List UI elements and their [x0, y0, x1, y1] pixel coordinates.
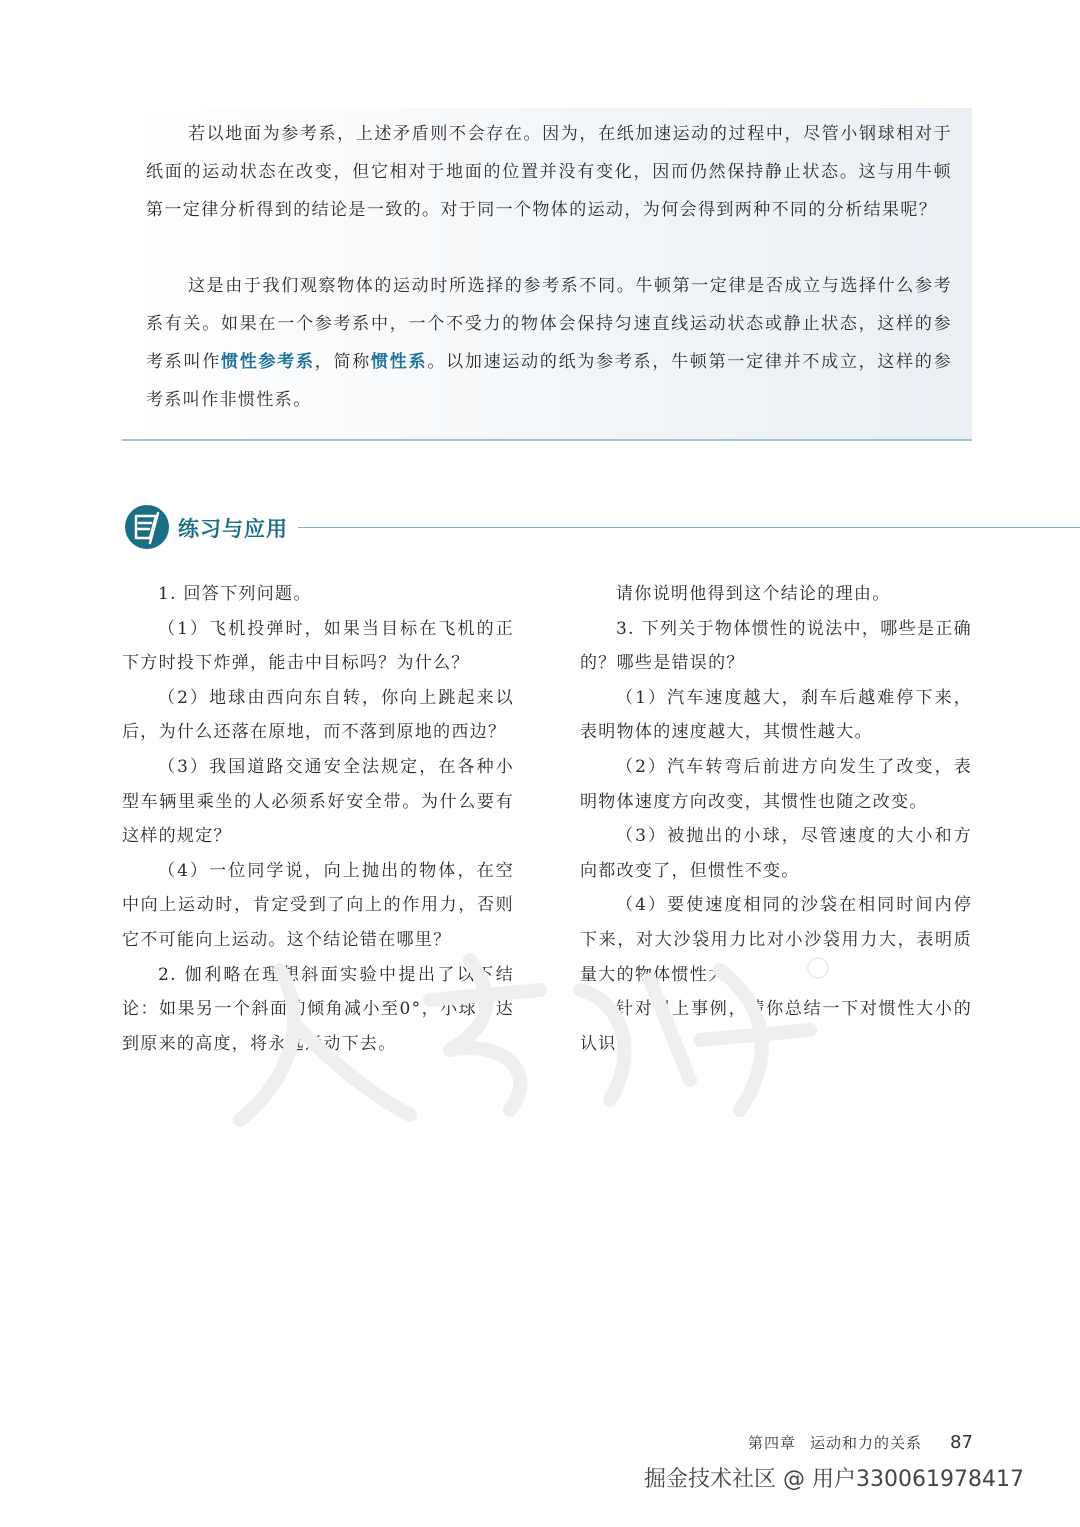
term-inertial-reference-frame: 惯性参考系 — [221, 352, 315, 372]
exercise-1-part-4: （4）一位同学说，向上抛出的物体，在空中向上运动时，肯定受到了向上的作用力，否则它不可能向上运动。这个结论错在哪里？ — [122, 860, 514, 950]
explanation-paragraph-2 — [146, 267, 952, 419]
explanation-box — [122, 108, 972, 441]
term-inertial-frame: 惯性系 — [371, 352, 428, 372]
section-title: 练习与应用 — [178, 517, 288, 541]
exercise-1-part-3: （3）我国道路交通安全法规定，在各种小型车辆里乘坐的人必须系好安全带。为什么要有这样的规定？ — [122, 756, 514, 847]
page-footer — [748, 1432, 922, 1453]
exercise-2-text: 2. 伽利略在理想斜面实验中提出了以下结论：如果另一个斜面的倾角减小至0°，小球为达到原来的高度，将永远运动下去。 — [122, 964, 514, 1054]
exercise-3-summary: 针对以上事例，请你总结一下对惯性大小的认识。 — [580, 999, 972, 1054]
page-number: 87 — [950, 1432, 973, 1453]
explanation-paragraph-1: 若以地面为参考系，上述矛盾则不会存在。因为，在纸加速运动的过程中，尽管小钢球相对于纸面的运动状态在改变，但它相对于地面的位置并没有变化，因而仍然保持静止状态。这与用牛顿第一定律分析得到的结论是一致的。对于同一个物体的运动，为何会得到两种不同的分析结果呢？ — [146, 124, 952, 220]
paragraph-text: 这是由于我们观察物体的运动时所选择的参考系不同。牛顿第一定律是否成立与选择什么参考系有关。如果在一个参考系中，一个不受力的物体会保持匀速直线运动状态或静止状态，这样的参考系叫作 — [146, 276, 952, 372]
exercise-1-part-1: （1）飞机投弹时，如果当目标在飞机的正下方时投下炸弹，能击中目标吗？为什么？ — [122, 618, 514, 674]
paragraph-text: ，简称 — [314, 352, 372, 372]
section-divider — [298, 527, 1080, 528]
footer-chapter: 第四章 — [748, 1434, 797, 1452]
exercise-2-continuation: 请你说明他得到这个结论的理由。 — [616, 584, 891, 604]
paragraph-text: 。以加速运动的纸为参考系，牛顿第一定律并不成立，这样的参考系叫作非惯性系。 — [146, 352, 953, 410]
publisher-watermark — [220, 930, 860, 1130]
exercise-section-icon — [124, 504, 170, 550]
exercise-3-part-4: （4）要使速度相同的沙袋在相同时间内停下来，对大沙袋用力比对小沙袋用力大，表明质量大的物体惯性大。 — [580, 895, 972, 985]
exercise-3-part-1: （1）汽车速度越大，刹车后越难停下来，表明物体的速度越大，其惯性越大。 — [580, 687, 972, 743]
exercise-1-part-2: （2）地球由西向东自转，你向上跳起来以后，为什么还落在原地，而不落到原地的西边？ — [122, 687, 514, 743]
exercise-3-heading: 3. 下列关于物体惯性的说法中，哪些是正确的？哪些是错误的？ — [580, 618, 972, 674]
exercise-1-heading: 1. 回答下列问题。 — [158, 584, 312, 604]
exercise-3-part-3: （3）被抛出的小球，尽管速度的大小和方向都改变了，但惯性不变。 — [580, 826, 972, 881]
site-watermark-text: 掘金技术社区 @ 用户3300619784​17 — [644, 1467, 1024, 1492]
exercise-3-part-2: （2）汽车转弯后前进方向发生了改变，表明物体速度方向改变，其惯性也随之改变。 — [580, 756, 972, 812]
footer-chapter-title: 运动和力的关系 — [810, 1434, 923, 1452]
